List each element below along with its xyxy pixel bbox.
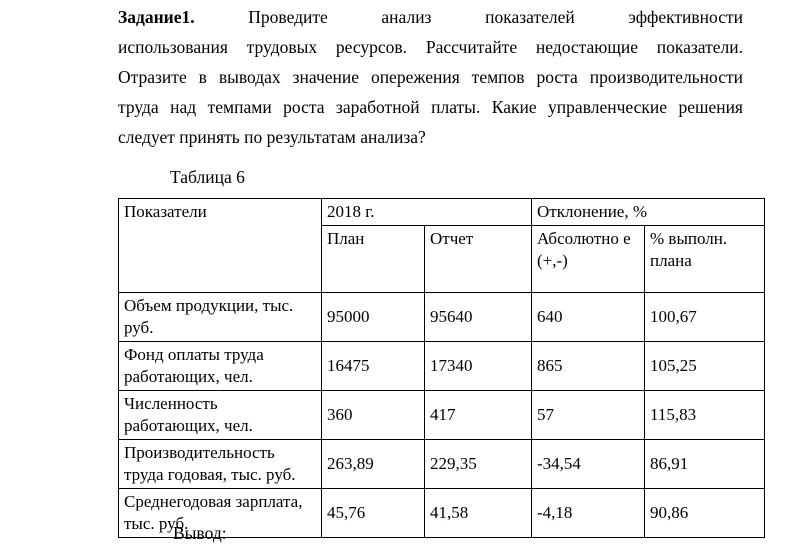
table-header-row bbox=[119, 199, 765, 226]
row-report: 229,35 bbox=[425, 440, 532, 489]
table-row bbox=[119, 391, 765, 440]
row-report: 41,58 bbox=[425, 489, 532, 538]
row-plan: 263,89 bbox=[322, 440, 425, 489]
task-paragraph bbox=[118, 2, 743, 152]
row-pct: 105,25 bbox=[645, 342, 765, 391]
row-pct: 86,91 bbox=[645, 440, 765, 489]
row-plan: 16475 bbox=[322, 342, 425, 391]
row-name: Фонд оплаты труда работающих, чел. bbox=[119, 342, 322, 391]
row-name: Численность работающих, чел. bbox=[119, 391, 322, 440]
header-deviation: Отклонение, % bbox=[532, 199, 765, 226]
row-name: Объем продукции, тыс. руб. bbox=[119, 293, 322, 342]
table-row bbox=[119, 440, 765, 489]
row-plan: 45,76 bbox=[322, 489, 425, 538]
row-plan: 360 bbox=[322, 391, 425, 440]
task-first-line bbox=[118, 2, 743, 32]
header-plan: План bbox=[322, 226, 425, 293]
table-row bbox=[119, 342, 765, 391]
header-absolute: Абсолютно е (+,-) bbox=[532, 226, 645, 293]
task-line-2: использования трудовых ресурсов. Рассчитайте недостающие показатели. bbox=[118, 37, 743, 57]
task-word-4: эффективности bbox=[628, 7, 743, 27]
row-report: 17340 bbox=[425, 342, 532, 391]
row-name: Среднегодовая зарплата, тыс. руб. bbox=[119, 489, 322, 538]
task-label: Задание1. bbox=[118, 7, 195, 27]
row-pct: 90,86 bbox=[645, 489, 765, 538]
table-caption: Таблица 6 bbox=[170, 167, 245, 187]
row-report: 417 bbox=[425, 391, 532, 440]
table-row bbox=[119, 293, 765, 342]
indicators-table bbox=[118, 198, 765, 538]
header-percent: % выполн. плана bbox=[645, 226, 765, 293]
row-pct: 100,67 bbox=[645, 293, 765, 342]
row-report: 95640 bbox=[425, 293, 532, 342]
row-name: Производительность труда годовая, тыс. руб. bbox=[119, 440, 322, 489]
task-line-3: Отразите в выводах значение опережения темпов роста производительности bbox=[118, 67, 743, 87]
header-year: 2018 г. bbox=[322, 199, 532, 226]
row-abs: 640 bbox=[532, 293, 645, 342]
task-word-1: Проведите bbox=[248, 7, 328, 27]
row-abs: 865 bbox=[532, 342, 645, 391]
task-word-2: анализ bbox=[381, 7, 432, 27]
task-word-3: показателей bbox=[485, 7, 575, 27]
row-pct: 115,83 bbox=[645, 391, 765, 440]
task-line-5: следует принять по результатам анализа? bbox=[118, 127, 426, 147]
task-line-4: труда над темпами роста заработной платы. Какие управленческие решения bbox=[118, 97, 743, 117]
header-indicators: Показатели bbox=[119, 199, 322, 293]
header-report: Отчет bbox=[425, 226, 532, 293]
row-plan: 95000 bbox=[322, 293, 425, 342]
row-abs: -34,54 bbox=[532, 440, 645, 489]
conclusion-label: Вывод: bbox=[173, 523, 227, 543]
row-abs: 57 bbox=[532, 391, 645, 440]
row-abs: -4,18 bbox=[532, 489, 645, 538]
